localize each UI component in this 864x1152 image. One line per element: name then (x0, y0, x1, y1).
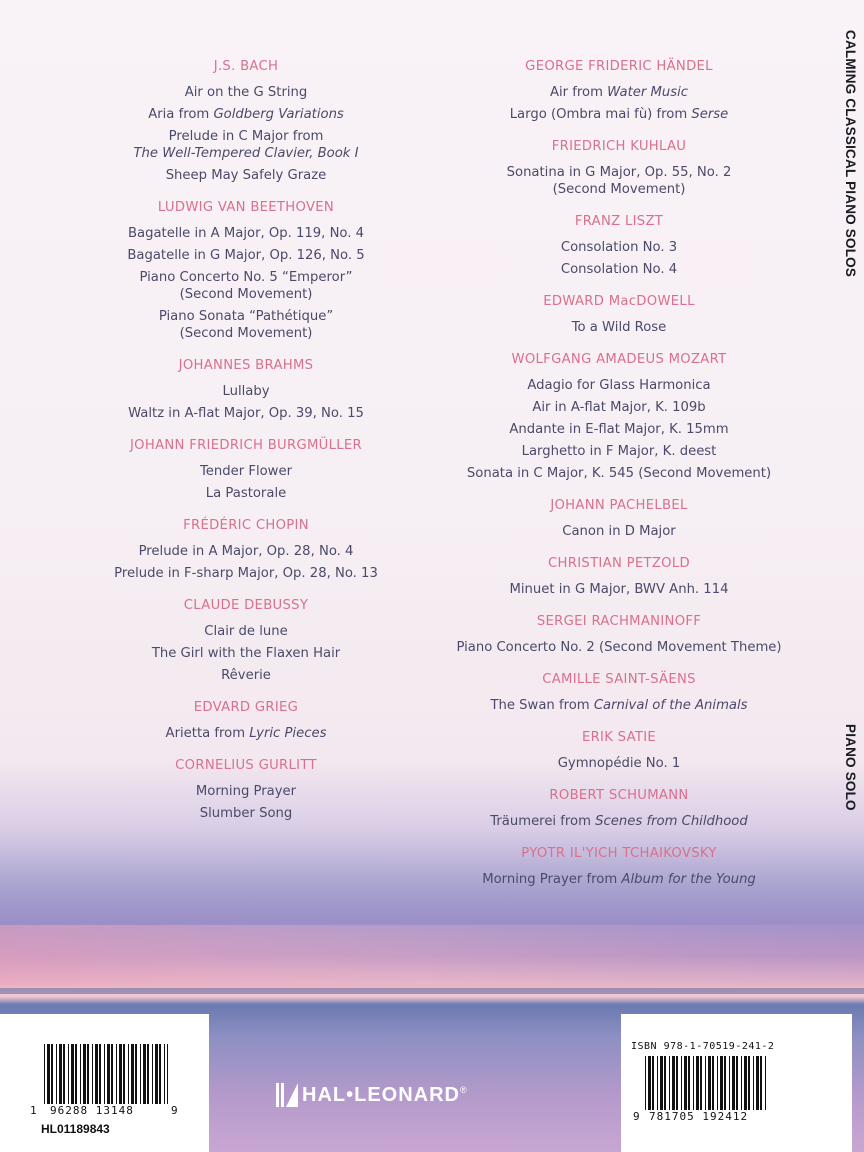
work-title (96, 463, 396, 480)
barcode-bar (47, 1044, 50, 1104)
barcode-bar (131, 1044, 134, 1104)
work-title-italic: Goldberg Variations (213, 107, 344, 122)
isbn-barcode (645, 1056, 767, 1110)
composer-name: FRIEDRICH KUHLAU (551, 139, 687, 154)
barcode-bar (92, 1044, 93, 1104)
work-title (452, 164, 786, 198)
barcode-bar (765, 1056, 766, 1110)
composer-section-christian-petzold (452, 554, 786, 598)
composer-name: EDWARD MacDOWELL (543, 294, 695, 309)
work-title (452, 465, 786, 482)
work-title-text: Träumerei from (490, 814, 596, 829)
work-title-text: Sheep May Safely Graze (165, 168, 327, 183)
work-title-text: Prelude in A Major, Op. 28, No. 4 (138, 544, 354, 559)
barcode-bar (159, 1044, 161, 1104)
composer-name: ERIK SATIE (581, 730, 657, 745)
composer-name: EDVARD GRIEG (193, 700, 299, 715)
upc-barcode (44, 1044, 168, 1104)
barcode-bar (652, 1056, 654, 1110)
work-title-text: Rêverie (221, 668, 271, 683)
work-title (452, 443, 786, 460)
work-title (96, 485, 396, 502)
work-title-text: To a Wild Rose (571, 320, 667, 335)
composer-name: CAMILLE SAINT-SÄENS (542, 672, 696, 687)
upc-digits: 96288 13148 (50, 1104, 134, 1117)
composer-name: FRÉDÉRIC CHOPIN (183, 518, 309, 533)
work-title-text: Piano Concerto No. 5 “Emperor” (139, 270, 353, 285)
work-title (96, 269, 396, 303)
composer-section-johannes-brahms (96, 356, 396, 422)
right-contents-column (452, 57, 786, 888)
work-title-text: Air on the G String (184, 85, 308, 100)
work-title-text: Prelude in C Major from (168, 129, 324, 144)
work-title-text: Prelude in F-sharp Major, Op. 28, No. 13 (114, 566, 378, 581)
work-title (452, 813, 786, 830)
barcode-bar (51, 1044, 53, 1104)
barcode-bar (152, 1044, 153, 1104)
composer-section-camille-saint-saens (452, 670, 786, 714)
composer-name: CHRISTIAN PETZOLD (548, 556, 690, 571)
barcode-bar (123, 1044, 125, 1104)
work-title (96, 405, 396, 422)
composer-section-edward-macdowell (452, 292, 786, 336)
composer-section-ludwig-van-beethoven (96, 198, 396, 342)
work-title-text: Largo (Ombra mai fù) from (509, 107, 692, 122)
publisher-logo (276, 1083, 467, 1107)
barcode-bar (59, 1044, 62, 1104)
work-title-text: Minuet in G Major, BWV Anh. 114 (509, 582, 729, 597)
composer-name: ROBERT SCHUMANN (549, 788, 689, 803)
barcode-bar (111, 1044, 113, 1104)
composer-name: JOHANN PACHELBEL (550, 498, 688, 513)
work-title (96, 543, 396, 560)
barcode-bar (140, 1044, 141, 1104)
work-title (96, 167, 396, 184)
work-title (96, 383, 396, 400)
work-title-italic: Water Music (607, 85, 688, 100)
left-contents-column (96, 57, 396, 822)
barcode-bar (753, 1056, 754, 1110)
barcode-bar (717, 1056, 718, 1110)
work-title-text: Air in A-flat Major, K. 109b (532, 400, 706, 415)
composer-name: JOHANNES BRAHMS (178, 358, 314, 373)
barcode-bar (688, 1056, 690, 1110)
work-title-text: Bagatelle in A Major, Op. 119, No. 4 (127, 226, 365, 241)
work-title (452, 871, 786, 888)
work-title (96, 667, 396, 684)
barcode-bar (732, 1056, 735, 1110)
publisher-name: HAL•LEONARD (302, 1083, 460, 1106)
spine-title: CALMING CLASSICAL PIANO SOLOS (843, 30, 858, 278)
composer-name: LUDWIG VAN BEETHOVEN (157, 200, 335, 215)
composer-section-sergei-rachmaninoff (452, 612, 786, 656)
upc-barcode-box (0, 1014, 209, 1152)
barcode-bar (104, 1044, 105, 1104)
barcode-bar (128, 1044, 129, 1104)
work-title-text: Clair de lune (204, 624, 288, 639)
composer-section-claude-debussy (96, 596, 396, 684)
work-title (452, 319, 786, 336)
barcode-bar (736, 1056, 738, 1110)
work-title-text: Sonatina in G Major, Op. 55, No. 2 (506, 165, 732, 180)
barcode-bar (119, 1044, 122, 1104)
work-title-text: Aria from (148, 107, 214, 122)
work-title-text: (Second Movement) (179, 326, 313, 341)
work-title-text: Larghetto in F Major, K. deest (521, 444, 717, 459)
work-title (452, 399, 786, 416)
barcode-bar (147, 1044, 149, 1104)
work-title-italic: Lyric Pieces (249, 726, 327, 741)
barcode-bar (107, 1044, 110, 1104)
composer-section-george-frideric-handel (452, 57, 786, 123)
work-title-text: Sonata in C Major, K. 545 (Second Movement) (466, 466, 772, 481)
barcode-bar (71, 1044, 74, 1104)
work-title (96, 128, 396, 162)
registered-mark: ® (460, 1085, 467, 1095)
work-title-text: Canon in D Major (562, 524, 676, 539)
work-title (96, 783, 396, 800)
work-title (452, 523, 786, 540)
composer-name: FRANZ LISZT (574, 214, 664, 229)
work-title-text: The Girl with the Flaxen Hair (151, 646, 341, 661)
work-title (452, 421, 786, 438)
isbn-digit-left: 9 (633, 1110, 641, 1123)
hal-leonard-logo-icon (276, 1083, 298, 1107)
work-title-text: Lullaby (222, 384, 270, 399)
work-title (452, 581, 786, 598)
composer-section-pyotr-il-yich-tchaikovsky (452, 844, 786, 888)
barcode-bar (80, 1044, 81, 1104)
work-title-text: Air from (549, 85, 608, 100)
work-title-text: La Pastorale (205, 486, 287, 501)
work-title-text: Bagatelle in G Major, Op. 126, No. 5 (127, 248, 365, 263)
barcode-bar (724, 1056, 726, 1110)
barcode-bar (729, 1056, 730, 1110)
barcode-bar (657, 1056, 658, 1110)
work-title-text: (Second Movement) (552, 182, 686, 197)
barcode-bar (748, 1056, 750, 1110)
isbn-number: ISBN 978-1-70519-241-2 (631, 1041, 775, 1052)
barcode-bar (669, 1056, 670, 1110)
work-title-text: Slumber Song (199, 806, 293, 821)
composer-section-erik-satie (452, 728, 786, 772)
composer-section-johann-friedrich-burgmuller (96, 436, 396, 502)
work-title-italic: Carnival of the Animals (593, 698, 748, 713)
barcode-bar (99, 1044, 101, 1104)
composer-name: J.S. BACH (213, 59, 279, 74)
barcode-bar (700, 1056, 702, 1110)
composer-name: SERGEI RACHMANINOFF (536, 614, 702, 629)
work-title (96, 308, 396, 342)
work-title-italic: Album for the Young (621, 872, 756, 887)
composer-name: GEORGE FRIDERIC HÄNDEL (525, 59, 713, 74)
work-title (452, 261, 786, 278)
work-title (96, 805, 396, 822)
work-title-text: Arietta from (165, 726, 250, 741)
item-code: HL01189843 (41, 1122, 110, 1136)
barcode-bar (660, 1056, 663, 1110)
work-title (96, 645, 396, 662)
barcode-bar (720, 1056, 723, 1110)
barcode-bar (744, 1056, 747, 1110)
barcode-bar (672, 1056, 675, 1110)
work-title (452, 377, 786, 394)
composer-section-frederic-chopin (96, 516, 396, 582)
work-title-text: The Swan from (490, 698, 594, 713)
barcode-bar (705, 1056, 706, 1110)
work-title (96, 106, 396, 123)
barcode-bar (56, 1044, 57, 1104)
barcode-bar (44, 1044, 45, 1104)
work-title (452, 239, 786, 256)
work-title-text: Piano Sonata “Pathétique” (158, 309, 334, 324)
work-title (452, 639, 786, 656)
upc-digit-left: 1 (30, 1104, 38, 1117)
work-title (96, 247, 396, 264)
work-title-text: Morning Prayer (195, 784, 297, 799)
barcode-bar (68, 1044, 69, 1104)
composer-name: JOHANN FRIEDRICH BURGMÜLLER (129, 438, 363, 453)
work-title-text: (Second Movement) (179, 287, 313, 302)
work-title (96, 225, 396, 242)
work-title (96, 725, 396, 742)
work-title (96, 565, 396, 582)
work-title-text: Gymnopédie No. 1 (557, 756, 681, 771)
work-title-italic: Serse (691, 107, 729, 122)
barcode-bar (143, 1044, 146, 1104)
work-title-text: Consolation No. 4 (560, 262, 678, 277)
isbn-barcode-box (621, 1014, 852, 1152)
barcode-bar (135, 1044, 137, 1104)
barcode-bar (116, 1044, 117, 1104)
barcode-bar (83, 1044, 86, 1104)
work-title-text: Adagio for Glass Harmonica (527, 378, 711, 393)
barcode-bar (155, 1044, 158, 1104)
barcode-bar (664, 1056, 666, 1110)
work-title-text: Waltz in A-flat Major, Op. 39, No. 15 (128, 406, 364, 421)
work-title (452, 697, 786, 714)
barcode-bar (167, 1044, 168, 1104)
barcode-bar (75, 1044, 77, 1104)
work-title-italic: Scenes from Childhood (595, 814, 748, 829)
barcode-bar (676, 1056, 678, 1110)
composer-name: CLAUDE DEBUSSY (183, 598, 309, 613)
work-title-text: Andante in E-flat Major, K. 15mm (509, 422, 729, 437)
barcode-bar (741, 1056, 742, 1110)
barcode-bar (756, 1056, 759, 1110)
composer-name: PYOTR IL'YICH TCHAIKOVSKY (521, 846, 717, 861)
composer-section-j-s-bach (96, 57, 396, 184)
barcode-bar (693, 1056, 694, 1110)
composer-section-franz-liszt (452, 212, 786, 278)
composer-section-johann-pachelbel (452, 496, 786, 540)
spine-series-label: PIANO SOLO (843, 724, 858, 811)
work-title (452, 84, 786, 101)
isbn-digits: 781705 192412 (649, 1110, 749, 1123)
work-title-text: Piano Concerto No. 2 (Second Movement Theme) (456, 640, 782, 655)
work-title-text: Tender Flower (199, 464, 293, 479)
composer-name: CORNELIUS GURLITT (175, 758, 317, 773)
barcode-bar (684, 1056, 687, 1110)
upc-digit-right: 9 (171, 1104, 179, 1117)
composer-section-wolfgang-amadeus-mozart (452, 350, 786, 482)
composer-name: WOLFGANG AMADEUS MOZART (511, 352, 727, 367)
barcode-bar (712, 1056, 714, 1110)
composer-section-cornelius-gurlitt (96, 756, 396, 822)
work-title (96, 84, 396, 101)
barcode-bar (681, 1056, 682, 1110)
barcode-bar (696, 1056, 699, 1110)
work-title (452, 106, 786, 123)
composer-section-friedrich-kuhlau (452, 137, 786, 198)
work-title (452, 755, 786, 772)
barcode-bar (95, 1044, 98, 1104)
barcode-bar (708, 1056, 711, 1110)
work-title-text: Consolation No. 3 (560, 240, 678, 255)
barcode-bar (645, 1056, 646, 1110)
barcode-bar (63, 1044, 65, 1104)
work-title (96, 623, 396, 640)
barcode-bar (648, 1056, 651, 1110)
composer-section-edvard-grieg (96, 698, 396, 742)
work-title-text: Morning Prayer from (482, 872, 622, 887)
barcode-bar (760, 1056, 762, 1110)
work-title-italic: The Well-Tempered Clavier, Book I (133, 146, 359, 161)
barcode-bar (87, 1044, 89, 1104)
barcode-bar (164, 1044, 165, 1104)
composer-section-robert-schumann (452, 786, 786, 830)
